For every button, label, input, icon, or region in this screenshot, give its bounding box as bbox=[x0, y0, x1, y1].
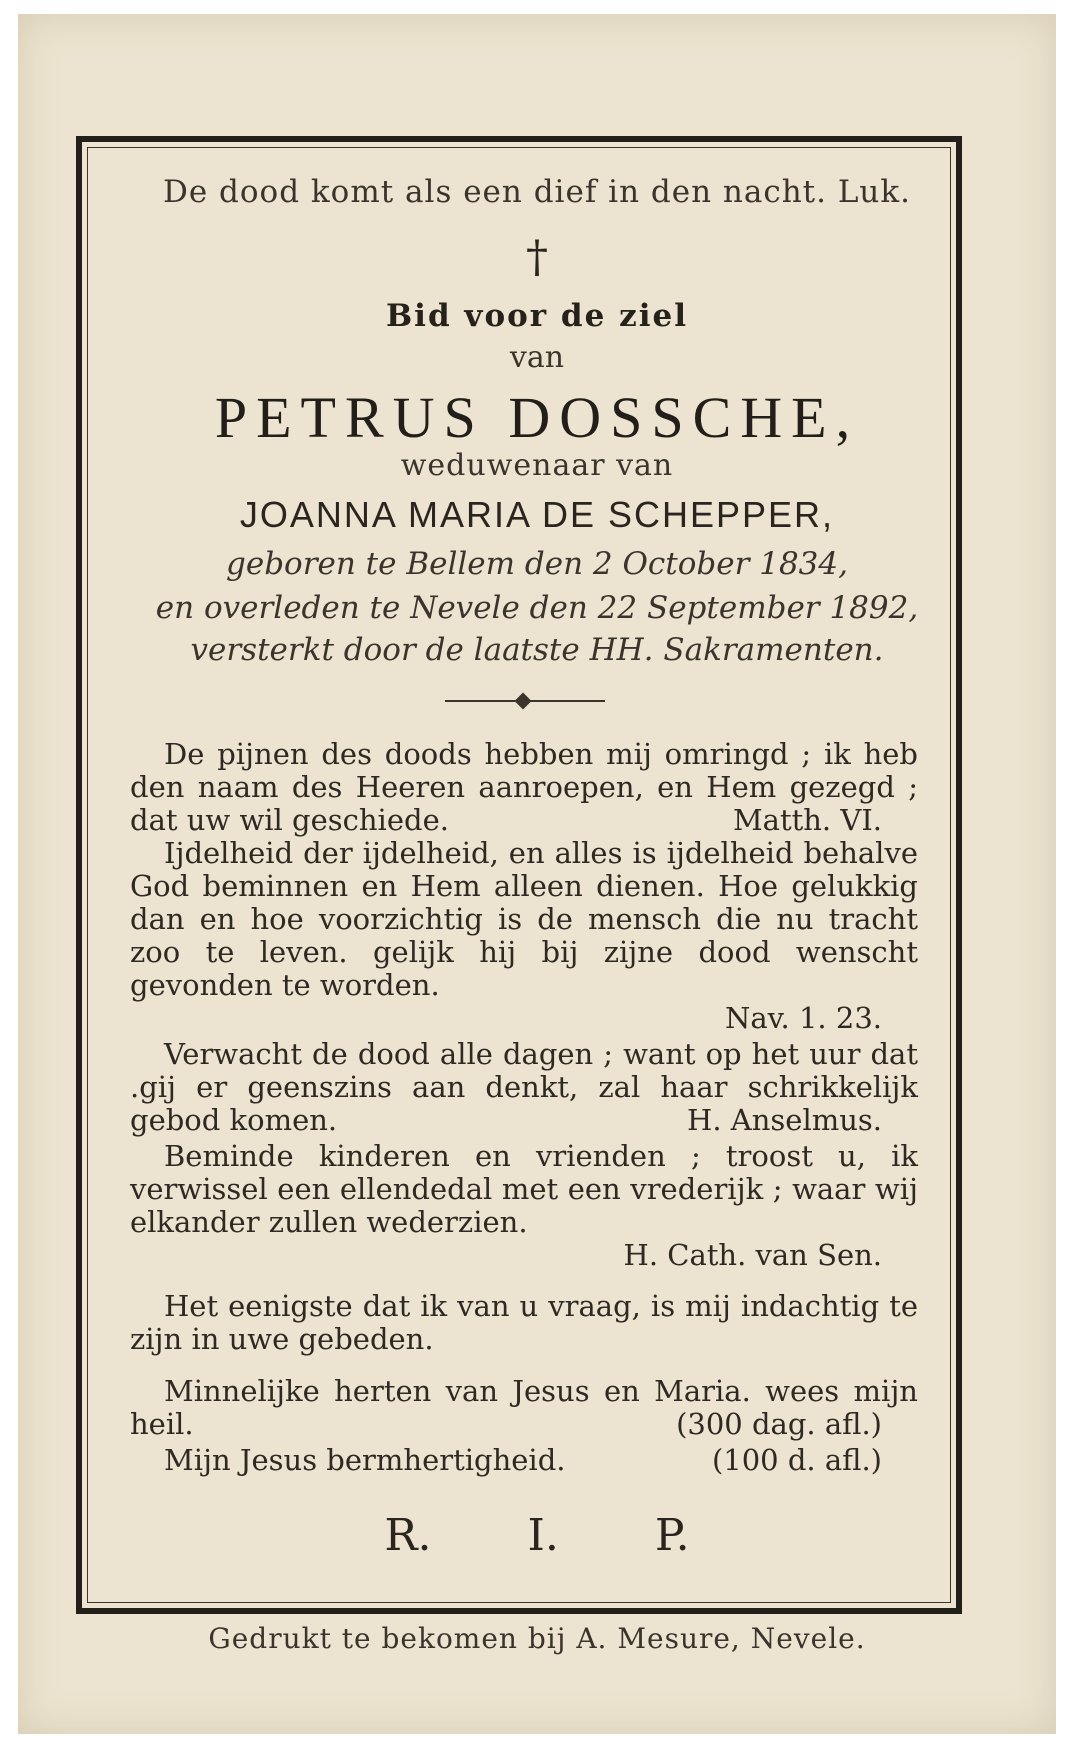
van-text: van bbox=[509, 340, 565, 375]
rip-text: R. I. P. bbox=[384, 1510, 690, 1561]
verse-text: Het eenigste dat ik van u vraag, is mij indachtig te zijn in uwe gebeden. bbox=[130, 1289, 918, 1356]
birth-line: geboren te Bellem den 2 October 1834, bbox=[226, 546, 848, 582]
verse-block-4 bbox=[130, 1140, 918, 1272]
verse-text: Ijdelheid der ijdelheid, en alles is ijdelheid behalve God beminnen en Hem alleen dienen. Hoe gelukkig dan en hoe voorzichtig is de mensch die nu tracht zoo te leven. gelijk hij bij zijne dood wenscht gevonden te worden. bbox=[130, 836, 918, 1002]
verse-source: Nav. 1. 23. bbox=[724, 1001, 882, 1035]
ornamental-separator bbox=[445, 700, 605, 702]
verse-source: Matth. VI. bbox=[732, 803, 882, 837]
verse-block-3 bbox=[130, 1038, 918, 1137]
verse-block-5 bbox=[130, 1290, 918, 1356]
motto: De dood komt als een dief in den nacht. Luk. bbox=[162, 174, 912, 210]
verse-source: (300 dag. afl.) bbox=[676, 1407, 882, 1441]
printer-credit: Gedrukt te bekomen bij A. Mesure, Nevele. bbox=[208, 1622, 866, 1655]
verse-block-6 bbox=[130, 1375, 918, 1441]
verse-text: Beminde kinderen en vrienden ; troost u, ik verwissel een ellendedal met een vrederijk ; waar wij elkander zullen wederzien. bbox=[130, 1139, 918, 1239]
spouse-name: JOANNA MARIA DE SCHEPPER, bbox=[239, 494, 835, 535]
sacraments-line: versterkt door de laatste HH. Sakramenten. bbox=[190, 632, 884, 668]
widower-of-text: weduwenaar van bbox=[400, 448, 674, 483]
deceased-name: PETRUS DOSSCHE, bbox=[214, 385, 860, 450]
verse-block-2 bbox=[130, 837, 918, 1035]
verse-text: De pijnen des doods hebben mij omringd ; ik heb den naam des Heeren aanroepen, en Hem gezegd ; dat uw wil geschiede. bbox=[130, 737, 918, 837]
verse-block-1 bbox=[130, 738, 918, 837]
verse-text: Verwacht de dood alle dagen ; want op het uur dat .gij er geenszins aan denkt, zal haar schrikkelijk gebod komen. bbox=[130, 1037, 918, 1137]
verse-source: (100 d. afl.) bbox=[711, 1443, 882, 1477]
death-line: en overleden te Nevele den 22 September 1892, bbox=[155, 590, 919, 626]
verse-block-7 bbox=[130, 1444, 918, 1477]
verse-text: Mijn Jesus bermhertigheid. bbox=[164, 1443, 566, 1477]
verse-source: H. Anselmus. bbox=[687, 1103, 882, 1137]
heading: Bid voor de ziel bbox=[385, 298, 688, 334]
verse-text: Minnelijke herten van Jesus en Maria. wees mijn heil. bbox=[130, 1374, 918, 1441]
cross-icon: † bbox=[526, 232, 548, 283]
verse-source: H. Cath. van Sen. bbox=[623, 1238, 882, 1272]
